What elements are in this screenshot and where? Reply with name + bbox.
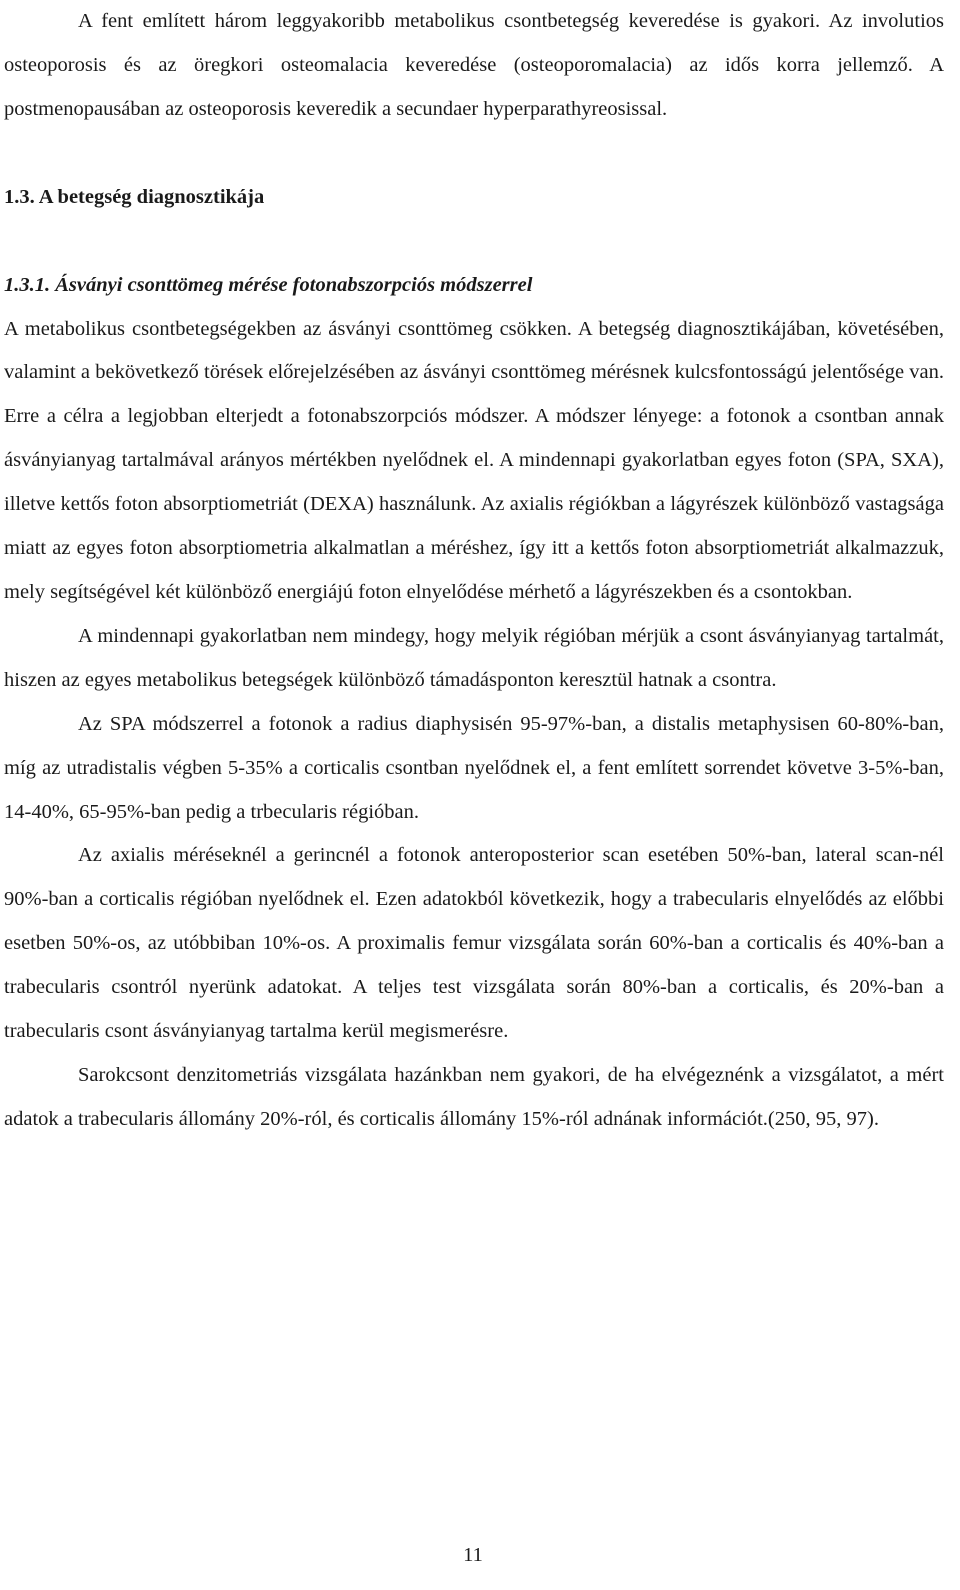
paragraph-heel: Sarokcsont denzitometriás vizsgálata hazánkban nem gyakori, de ha elvégeznénk a vizsgálatot, a mért adatok a trabecularis állomány 20%-ról, és corticalis állomány 15%-ról adnának információt.(250, 95, 97). — [4, 1063, 944, 1130]
paragraph-spa: Az SPA módszerrel a fotonok a radius diaphysisén 95-97%-ban, a distalis metaphysisen 60-80%-ban, míg az utradistalis végben 5-35% a corticalis csontban nyelődnek el, a fent említett sorrendet követve 3-5%-ban, 14-40%, 65-95%-ban pedig a trbecularis régióban. — [4, 712, 944, 823]
paragraph-axial: Az axialis méréseknél a gerincnél a fotonok anteroposterior scan esetében 50%-ban, lateral scan-nél 90%-ban a corticalis régióban nyelődnek el. Ezen adatokból következik, hogy a trabecularis elnyelődés az előbbi esetben 50%-os, az utóbbiban 10%-os. A proximalis femur vizsgálata során 60%-ban a corticalis és 40%-ban a trabecularis csontról nyerünk adatokat. A teljes test vizsgálata során 80%-ban a corticalis, és 20%-ban a trabecularis csont ásványianyag tartalma kerül megismerésre. — [4, 844, 944, 1043]
paragraph-mineral-mass: A metabolikus csontbetegségekben az ásványi csonttömeg csökken. A betegség diagnosztikájában, követésében, valamint a bekövetkező törések előrejelzésében az ásványi csonttömeg mérésnek kulcsfontosságú jelentősége van. Erre a célra a legjobban elterjedt a fotonabszorpciós módszer. A módszer lényege: a fotonok a csontban annak ásványianyag tartalmával arányos mértékben nyelődnek el. A mindennapi gyakorlatban egyes foton (SPA, SXA), illetve kettős foton absorptiometriát (DEXA) használunk. Az axialis régiókban a lágyrészek különböző vastagsága miatt az egyes foton absorptiometria alkalmatlan a méréshez, így itt a kettős foton absorptiometriát alkalmazzuk, mely segítségével két különböző energiájú foton elnyelődése mérhető a lágyrészekben és a csontokban. — [4, 317, 944, 603]
page-number: 11 — [463, 1544, 483, 1566]
subsection-heading: 1.3.1. Ásványi csonttömeg mérése fotonabszorpciós módszerrel — [4, 273, 533, 296]
document-page — [4, 0, 944, 1142]
section-heading: 1.3. A betegség diagnosztikája — [4, 185, 265, 208]
paragraph-region: A mindennapi gyakorlatban nem mindegy, hogy melyik régióban mérjük a csont ásványianyag tartalmát, hiszen az egyes metabolikus betegségek különböző támadásponton keresztül hatnak a csontra. — [4, 624, 944, 691]
paragraph-intro: A fent említett három leggyakoribb metabolikus csontbetegség keveredése is gyakori. Az involutios osteoporosis és az öregkori osteomalacia keveredése (osteoporomalacia) az idős korra jellemző. A postmenopausában az osteoporosis keveredik a secundaer hyperparathyreosissal. — [4, 10, 944, 120]
